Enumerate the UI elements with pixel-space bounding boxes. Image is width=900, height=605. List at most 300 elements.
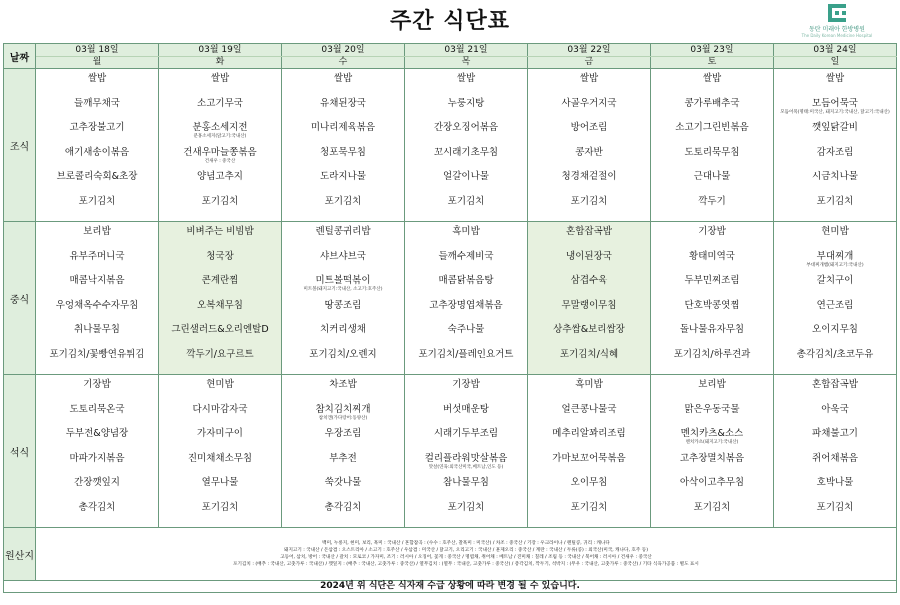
menu-cell-lunch-6: [774, 222, 897, 375]
menu-item-name: 삼겹수육: [570, 275, 608, 286]
menu-item: [282, 502, 404, 514]
menu-item-name: 미트볼떡볶이: [315, 275, 371, 286]
menu-item-name: 포기김치/식혜: [559, 348, 619, 360]
menu-item-name: 도토리묵무침: [684, 146, 740, 158]
menu-item-name: 감자조림: [816, 146, 854, 158]
menu-item-name: 포기김치: [693, 501, 731, 513]
menu-change-notice: 2024년 위 식단은 식자재 수급 상황에 따라 변경 될 수 있습니다.: [4, 581, 897, 593]
menu-item-name: 고추장명엽채볶음: [429, 299, 503, 311]
menu-item-name: 부대찌개: [816, 250, 854, 262]
menu-item-name: 땅콩조림: [324, 299, 362, 311]
menu-item-name: 쑥갓나물: [324, 477, 362, 488]
menu-item: [405, 122, 527, 134]
menu-item-name: 그린샐러드&오리엔탈D: [171, 324, 269, 335]
menu-item: [282, 349, 404, 361]
meal-row-lunch: [4, 222, 897, 375]
menu-cell-lunch-1: [159, 222, 282, 375]
menu-item-name: 포기김치: [201, 195, 239, 207]
menu-item-name: 총각김치/초코두유: [796, 348, 874, 360]
menu-item-name: 참나물무침: [443, 477, 489, 488]
menu-cell-lunch-0: [36, 222, 159, 375]
menu-item-origin-note: 모듬어묵(명태:미국산, 돼지고기:국내산, 닭고기:국내산): [780, 109, 890, 115]
menu-item: [159, 379, 281, 391]
menu-item: [405, 275, 527, 287]
menu-item: [528, 502, 650, 514]
menu-item: [528, 453, 650, 465]
menu-item: [774, 122, 896, 134]
menu-item: [159, 196, 281, 208]
menu-item-name: 두부민찌조림: [684, 275, 740, 286]
menu-item: [36, 98, 158, 110]
menu-item: [528, 226, 650, 238]
origin-line: 백미, 누룽지, 현미, 보리, 흑미 : 국내산 / 혼합잡곡 : (수수 : 호주산, 찰흑미 : 미국산) / 차조 : 중국산 / 기장 : 우크라이나 / 렌틸콩, 귀리 : 캐나다: [322, 541, 610, 546]
menu-cell-breakfast-4: [528, 69, 651, 222]
menu-item: [774, 73, 896, 85]
menu-item-name: 근대나물: [693, 171, 731, 182]
menu-item-name: 렌틸콩귀리밥: [315, 226, 371, 237]
weekday-0: 월: [36, 57, 159, 69]
menu-item-name: 매콤낙지볶음: [69, 275, 125, 286]
menu-item-name: 상추쌈&보리쌈장: [553, 324, 625, 335]
menu-cell-dinner-0: [36, 375, 159, 528]
menu-item-origin-note: 참치캔(가다랑어:동양산): [318, 415, 368, 421]
menu-item: [282, 324, 404, 336]
origin-line: 포기김치 : (배추 : 국내산, 고춧가루 : 국내산) / 깻잎지 : (배추 : 국내산, 고춧가루 : 중국산) / 열무김치 : (열무 : 국내산, 고춧가루 : 중국산) / 총각김치, 깍두기, 석박지 : (무우 : 국내산, 고춧가루 : 중국산) / 기타 식육가공품 : 별도 표시: [233, 562, 699, 567]
menu-item-name: 모듬어묵국: [812, 97, 858, 109]
menu-item-name: 미나리제육볶음: [310, 122, 376, 133]
menu-item: [36, 349, 158, 361]
menu-item-name: 포기김치: [78, 195, 116, 207]
date-header-row: [4, 44, 897, 57]
menu-item: [774, 196, 896, 208]
menu-item-name: 쌀밥: [87, 73, 107, 84]
menu-item-name: 아욱국: [821, 403, 849, 415]
menu-item: [774, 379, 896, 391]
menu-item: [159, 502, 281, 514]
weekday-6: 일: [774, 57, 897, 69]
menu-item: [651, 379, 773, 391]
menu-item-name: 브로콜리숙회&초장: [56, 171, 138, 182]
menu-item: [282, 147, 404, 159]
menu-item-name: 콩자반: [575, 146, 603, 158]
menu-item: [528, 196, 650, 208]
menu-item-name: 오복채무침: [197, 299, 243, 311]
menu-item: [405, 98, 527, 110]
menu-item-name: 도토리묵온국: [69, 403, 125, 415]
hospital-logo-icon: [828, 4, 846, 22]
menu-cell-breakfast-0: [36, 69, 159, 222]
menu-cell-breakfast-5: [651, 69, 774, 222]
menu-item: [651, 98, 773, 110]
menu-item: [651, 196, 773, 208]
menu-item-name: 건새우마늘쫑볶음: [183, 146, 257, 158]
menu-item-name: 고추장멸치볶음: [679, 452, 745, 464]
weekday-1: 화: [159, 57, 282, 69]
meal-row-breakfast: [4, 69, 897, 222]
menu-item-name: 마파가지볶음: [69, 452, 125, 464]
menu-item: [282, 453, 404, 465]
weekday-5: 토: [651, 57, 774, 69]
menu-item-name: 기장밥: [698, 226, 726, 237]
menu-item-name: 쌀밥: [579, 73, 599, 84]
menu-item-name: 냉이된장국: [566, 250, 612, 262]
weekday-2: 수: [282, 57, 405, 69]
menu-item: [36, 300, 158, 312]
menu-item-name: 취나물무침: [74, 324, 120, 335]
menu-item: [405, 404, 527, 416]
menu-item-name: 콘계란찜: [201, 275, 239, 286]
menu-item-name: 진미채채소무침: [187, 452, 253, 464]
menu-item-name: 치커리생채: [320, 324, 366, 335]
menu-item-name: 총각김치: [78, 501, 116, 513]
menu-item-name: 가자미구이: [197, 428, 243, 439]
menu-item: [774, 404, 896, 416]
menu-item: [36, 251, 158, 263]
menu-item-name: 시래기두부조림: [433, 428, 499, 439]
menu-item-name: 돌나물유자무침: [679, 324, 745, 335]
menu-item-name: 가마보꼬어묵볶음: [552, 452, 626, 464]
menu-item: [651, 275, 773, 287]
menu-item: [774, 428, 896, 440]
menu-item: [528, 404, 650, 416]
hospital-logo-name: 동탄 미래아 한방병원: [809, 26, 865, 33]
menu-item: [774, 349, 896, 361]
menu-item-name: 쌀밥: [456, 73, 476, 84]
menu-item-name: 쌀밥: [210, 73, 230, 84]
menu-item-name: 누룽지탕: [447, 97, 485, 109]
day-date-6: 03월 24일: [774, 44, 897, 57]
menu-item-name: 멘치카츠&소스: [680, 428, 744, 439]
meal-label-breakfast: 조식: [4, 69, 36, 222]
menu-item: [159, 428, 281, 440]
menu-item-name: 연근조림: [816, 299, 854, 311]
menu-item-name: 포기김치/꽃빵연유튀김: [49, 348, 145, 360]
menu-cell-lunch-2: [282, 222, 405, 375]
menu-item: [528, 349, 650, 361]
menu-item: [282, 171, 404, 183]
menu-item: [651, 300, 773, 312]
menu-item-name: 포기김치: [324, 195, 362, 207]
menu-item: [36, 147, 158, 159]
menu-item: [405, 502, 527, 514]
menu-item: [528, 477, 650, 489]
menu-item-name: 깍두기/요구르트: [186, 348, 254, 360]
menu-item: [36, 73, 158, 85]
menu-item-name: 파채불고기: [812, 428, 858, 439]
menu-cell-dinner-4: [528, 375, 651, 528]
menu-item-name: 포기김치: [816, 501, 854, 513]
menu-item: [774, 275, 896, 287]
menu-item: [774, 226, 896, 238]
menu-cell-dinner-1: [159, 375, 282, 528]
menu-item: [405, 73, 527, 85]
menu-item: [282, 300, 404, 312]
menu-item: [159, 147, 281, 165]
menu-item: [36, 324, 158, 336]
menu-item: [651, 171, 773, 183]
menu-item: [405, 196, 527, 208]
menu-item-name: 메추리알꽈리조림: [552, 428, 626, 439]
menu-item-name: 유채된장국: [320, 97, 366, 109]
menu-item-name: 보리밥: [698, 379, 726, 390]
menu-item: [282, 226, 404, 238]
menu-item-name: 우엉채옥수수자무침: [55, 299, 139, 311]
weekday-3: 목: [405, 57, 528, 69]
menu-item: [528, 379, 650, 391]
menu-item-name: 소고기무국: [197, 97, 243, 109]
menu-item-name: 분홍소세지전: [192, 122, 248, 133]
day-date-5: 03월 23일: [651, 44, 774, 57]
menu-item-name: 깍두기: [698, 195, 726, 207]
origin-info: [36, 528, 897, 581]
menu-item: [36, 275, 158, 287]
menu-item: [36, 226, 158, 238]
menu-item: [405, 251, 527, 263]
menu-item-name: 포기김치: [816, 195, 854, 207]
menu-item: [651, 73, 773, 85]
menu-cell-lunch-4: [528, 222, 651, 375]
menu-item-name: 꼬시래기초무침: [433, 146, 499, 158]
menu-item: [774, 502, 896, 514]
date-header-label: 날짜: [4, 44, 36, 69]
menu-item: [282, 477, 404, 489]
page-title: 주간 식단표: [390, 9, 510, 34]
menu-cell-breakfast-6: [774, 69, 897, 222]
menu-item-name: 열무나물: [201, 477, 239, 488]
menu-cell-breakfast-1: [159, 69, 282, 222]
menu-item: [159, 73, 281, 85]
menu-item: [774, 324, 896, 336]
menu-item: [774, 171, 896, 183]
menu-item-name: 유부주머니국: [69, 250, 125, 262]
menu-item: [528, 147, 650, 159]
menu-item-origin-note: 멘치카츠(돼지고기:국내산): [685, 440, 739, 445]
menu-item-name: 단호박콩엿찜: [684, 299, 740, 311]
menu-item: [528, 122, 650, 134]
meal-label-dinner: 석식: [4, 375, 36, 528]
menu-cell-dinner-3: [405, 375, 528, 528]
day-date-2: 03월 20일: [282, 44, 405, 57]
menu-item-name: 도라지나물: [320, 171, 366, 182]
menu-item-name: 샤브샤브국: [320, 250, 366, 262]
menu-item: [36, 171, 158, 183]
menu-item-name: 쌀밥: [333, 73, 353, 84]
menu-item: [282, 73, 404, 85]
origin-line: 돼지고기 : 국내산 / 돈삼겹 : 오스트리아 / 소고기 : 호주산 / 우삼겹 : 미국산 / 닭고기, 오리고기 : 국내산 / 훈제오리 : 중국산 / 계란 : 국내산 / 두류(콩) : 외국산(미국, 캐나다, 호주 등): [284, 548, 648, 553]
menu-item: [528, 275, 650, 287]
menu-item: [651, 147, 773, 159]
menu-item-name: 포기김치/오렌지: [309, 348, 377, 360]
weekday-4: 금: [528, 57, 651, 69]
menu-item-name: 얼큰콩나물국: [561, 403, 617, 415]
menu-item: [774, 147, 896, 159]
menu-item-name: 쌀밥: [702, 73, 722, 84]
day-date-1: 03월 19일: [159, 44, 282, 57]
menu-item-name: 포기김치: [201, 501, 239, 513]
menu-item: [528, 171, 650, 183]
menu-item-origin-note: 맛살(연육:외국산미국,베트남,인도 등): [428, 464, 504, 470]
menu-item-name: 콩가루배추국: [684, 97, 740, 109]
meal-label-lunch: 중식: [4, 222, 36, 375]
menu-item: [159, 324, 281, 336]
menu-item: [651, 428, 773, 446]
menu-item-name: 숙주나물: [447, 324, 485, 335]
menu-item: [159, 171, 281, 183]
day-date-4: 03월 22일: [528, 44, 651, 57]
notice-row: [4, 581, 897, 593]
menu-item-name: 오이지무침: [812, 324, 858, 335]
day-date-3: 03월 21일: [405, 44, 528, 57]
menu-item-name: 현미밥: [206, 379, 234, 390]
menu-item: [36, 122, 158, 134]
menu-item: [36, 453, 158, 465]
menu-item-name: 흑미밥: [575, 379, 603, 390]
menu-item-name: 총각김치: [324, 501, 362, 513]
origin-row: [4, 528, 897, 581]
menu-item: [774, 98, 896, 116]
meal-row-dinner: [4, 375, 897, 528]
menu-item-name: 양념고추지: [197, 171, 243, 182]
menu-item: [405, 226, 527, 238]
menu-item: [528, 300, 650, 312]
menu-item-name: 청경채겉절이: [561, 171, 617, 182]
menu-item: [282, 251, 404, 263]
hospital-logo: [792, 4, 882, 38]
menu-item: [159, 98, 281, 110]
menu-item-name: 참치김치찌개: [315, 403, 371, 415]
menu-item-name: 소고기그린빈볶음: [675, 122, 749, 133]
menu-item-name: 포기김치/하루견과: [673, 348, 751, 360]
menu-item: [651, 477, 773, 489]
menu-cell-breakfast-2: [282, 69, 405, 222]
menu-item: [405, 453, 527, 471]
menu-item-name: 간장오징어볶음: [433, 122, 499, 133]
menu-cell-dinner-6: [774, 375, 897, 528]
weekly-menu-table: [3, 43, 897, 593]
menu-item-name: 기장밥: [83, 379, 111, 390]
menu-cell-dinner-2: [282, 375, 405, 528]
menu-item-origin-note: 건새우 : 중국산: [204, 158, 236, 164]
menu-item-name: 포기김치: [570, 195, 608, 207]
menu-item: [651, 349, 773, 361]
menu-item: [159, 122, 281, 140]
menu-item: [282, 275, 404, 293]
menu-item-name: 쥐어채볶음: [812, 452, 858, 464]
menu-item-name: 포기김치/플레인요거트: [418, 348, 514, 360]
menu-item-name: 무말랭이무침: [561, 299, 617, 311]
menu-item: [405, 147, 527, 159]
menu-item: [159, 404, 281, 416]
menu-item: [36, 477, 158, 489]
menu-item: [282, 404, 404, 422]
hospital-logo-sub: The Daily Korean Medicine Hospital: [801, 33, 873, 38]
menu-cell-breakfast-3: [405, 69, 528, 222]
menu-item-name: 들깨무채국: [74, 97, 120, 109]
menu-item: [36, 428, 158, 440]
menu-item-name: 혼합잡곡밥: [812, 379, 858, 390]
menu-item-name: 방어조림: [570, 122, 608, 133]
menu-item: [405, 349, 527, 361]
menu-item-name: 매콤닭볶음탕: [438, 275, 494, 286]
menu-item: [282, 98, 404, 110]
menu-cell-dinner-5: [651, 375, 774, 528]
day-date-0: 03월 18일: [36, 44, 159, 57]
menu-item-name: 간장깻잎지: [74, 477, 120, 488]
menu-item: [651, 122, 773, 134]
menu-item-name: 들깨수제비국: [438, 250, 494, 262]
menu-item: [528, 324, 650, 336]
menu-cell-lunch-5: [651, 222, 774, 375]
menu-item-name: 애기새송이볶음: [64, 146, 130, 158]
menu-cell-lunch-3: [405, 222, 528, 375]
menu-item: [159, 226, 281, 238]
menu-item: [651, 251, 773, 263]
menu-item-name: 차조밥: [329, 379, 357, 390]
menu-item-name: 깻잎닭갈비: [812, 122, 858, 133]
menu-item-name: 버섯매운탕: [443, 403, 489, 415]
menu-item: [651, 226, 773, 238]
menu-item-name: 시금치나물: [812, 171, 858, 182]
weekday-header-row: [4, 57, 897, 69]
menu-item: [528, 73, 650, 85]
menu-item-name: 고추장불고기: [69, 122, 125, 133]
menu-item-name: 기장밥: [452, 379, 480, 390]
menu-item-name: 맑은우동국물: [684, 403, 740, 415]
menu-item: [528, 98, 650, 110]
menu-item: [651, 324, 773, 336]
menu-item: [405, 477, 527, 489]
menu-item: [159, 300, 281, 312]
menu-item-name: 현미밥: [821, 226, 849, 237]
menu-item-name: 다시마감자국: [192, 403, 248, 415]
menu-item: [405, 428, 527, 440]
menu-item: [774, 251, 896, 269]
menu-item: [159, 477, 281, 489]
menu-item-name: 오이무침: [570, 477, 608, 488]
menu-item: [159, 275, 281, 287]
menu-item-name: 보리밥: [83, 226, 111, 237]
origin-line: 고등어, 삼치, 방어 : 국내산 / 갈치 : 모로코 / 가자미, 조기 : 러시아 / 오징어, 꽃게 : 중국산 / 명엽채, 쥐어채 : 베트남 / 진미채 : 칠레 / 조림 등 : 국내산 / 북어채 : 러시아 / 건새우 : 중국산: [280, 555, 652, 560]
menu-item-origin-note: 부대찌개햄(돼지고기:국내산): [806, 262, 864, 268]
menu-item: [159, 349, 281, 361]
menu-item: [282, 379, 404, 391]
menu-item: [282, 428, 404, 440]
origin-label: 원산지: [4, 528, 36, 581]
menu-item: [405, 324, 527, 336]
menu-item-name: 우장조림: [324, 428, 362, 439]
menu-item: [36, 404, 158, 416]
menu-item: [159, 251, 281, 263]
menu-item-origin-note: 분홍소세지(닭고기:국내산): [193, 134, 247, 139]
menu-item: [36, 379, 158, 391]
menu-item-name: 포기김치: [570, 501, 608, 513]
menu-item: [282, 196, 404, 208]
menu-item-name: 흑미밥: [452, 226, 480, 237]
menu-item-name: 얼갈이나물: [443, 171, 489, 182]
menu-item: [651, 502, 773, 514]
menu-item-name: 두부전&양념장: [65, 428, 129, 439]
menu-item-name: 부추전: [329, 452, 357, 464]
menu-item: [36, 196, 158, 208]
menu-item: [774, 477, 896, 489]
menu-item: [528, 428, 650, 440]
menu-item: [282, 122, 404, 134]
menu-item: [405, 171, 527, 183]
menu-item: [774, 453, 896, 465]
menu-item-name: 컬리플라워맛살볶음: [424, 452, 508, 464]
menu-item-name: 호박나물: [816, 477, 854, 488]
menu-item: [405, 300, 527, 312]
